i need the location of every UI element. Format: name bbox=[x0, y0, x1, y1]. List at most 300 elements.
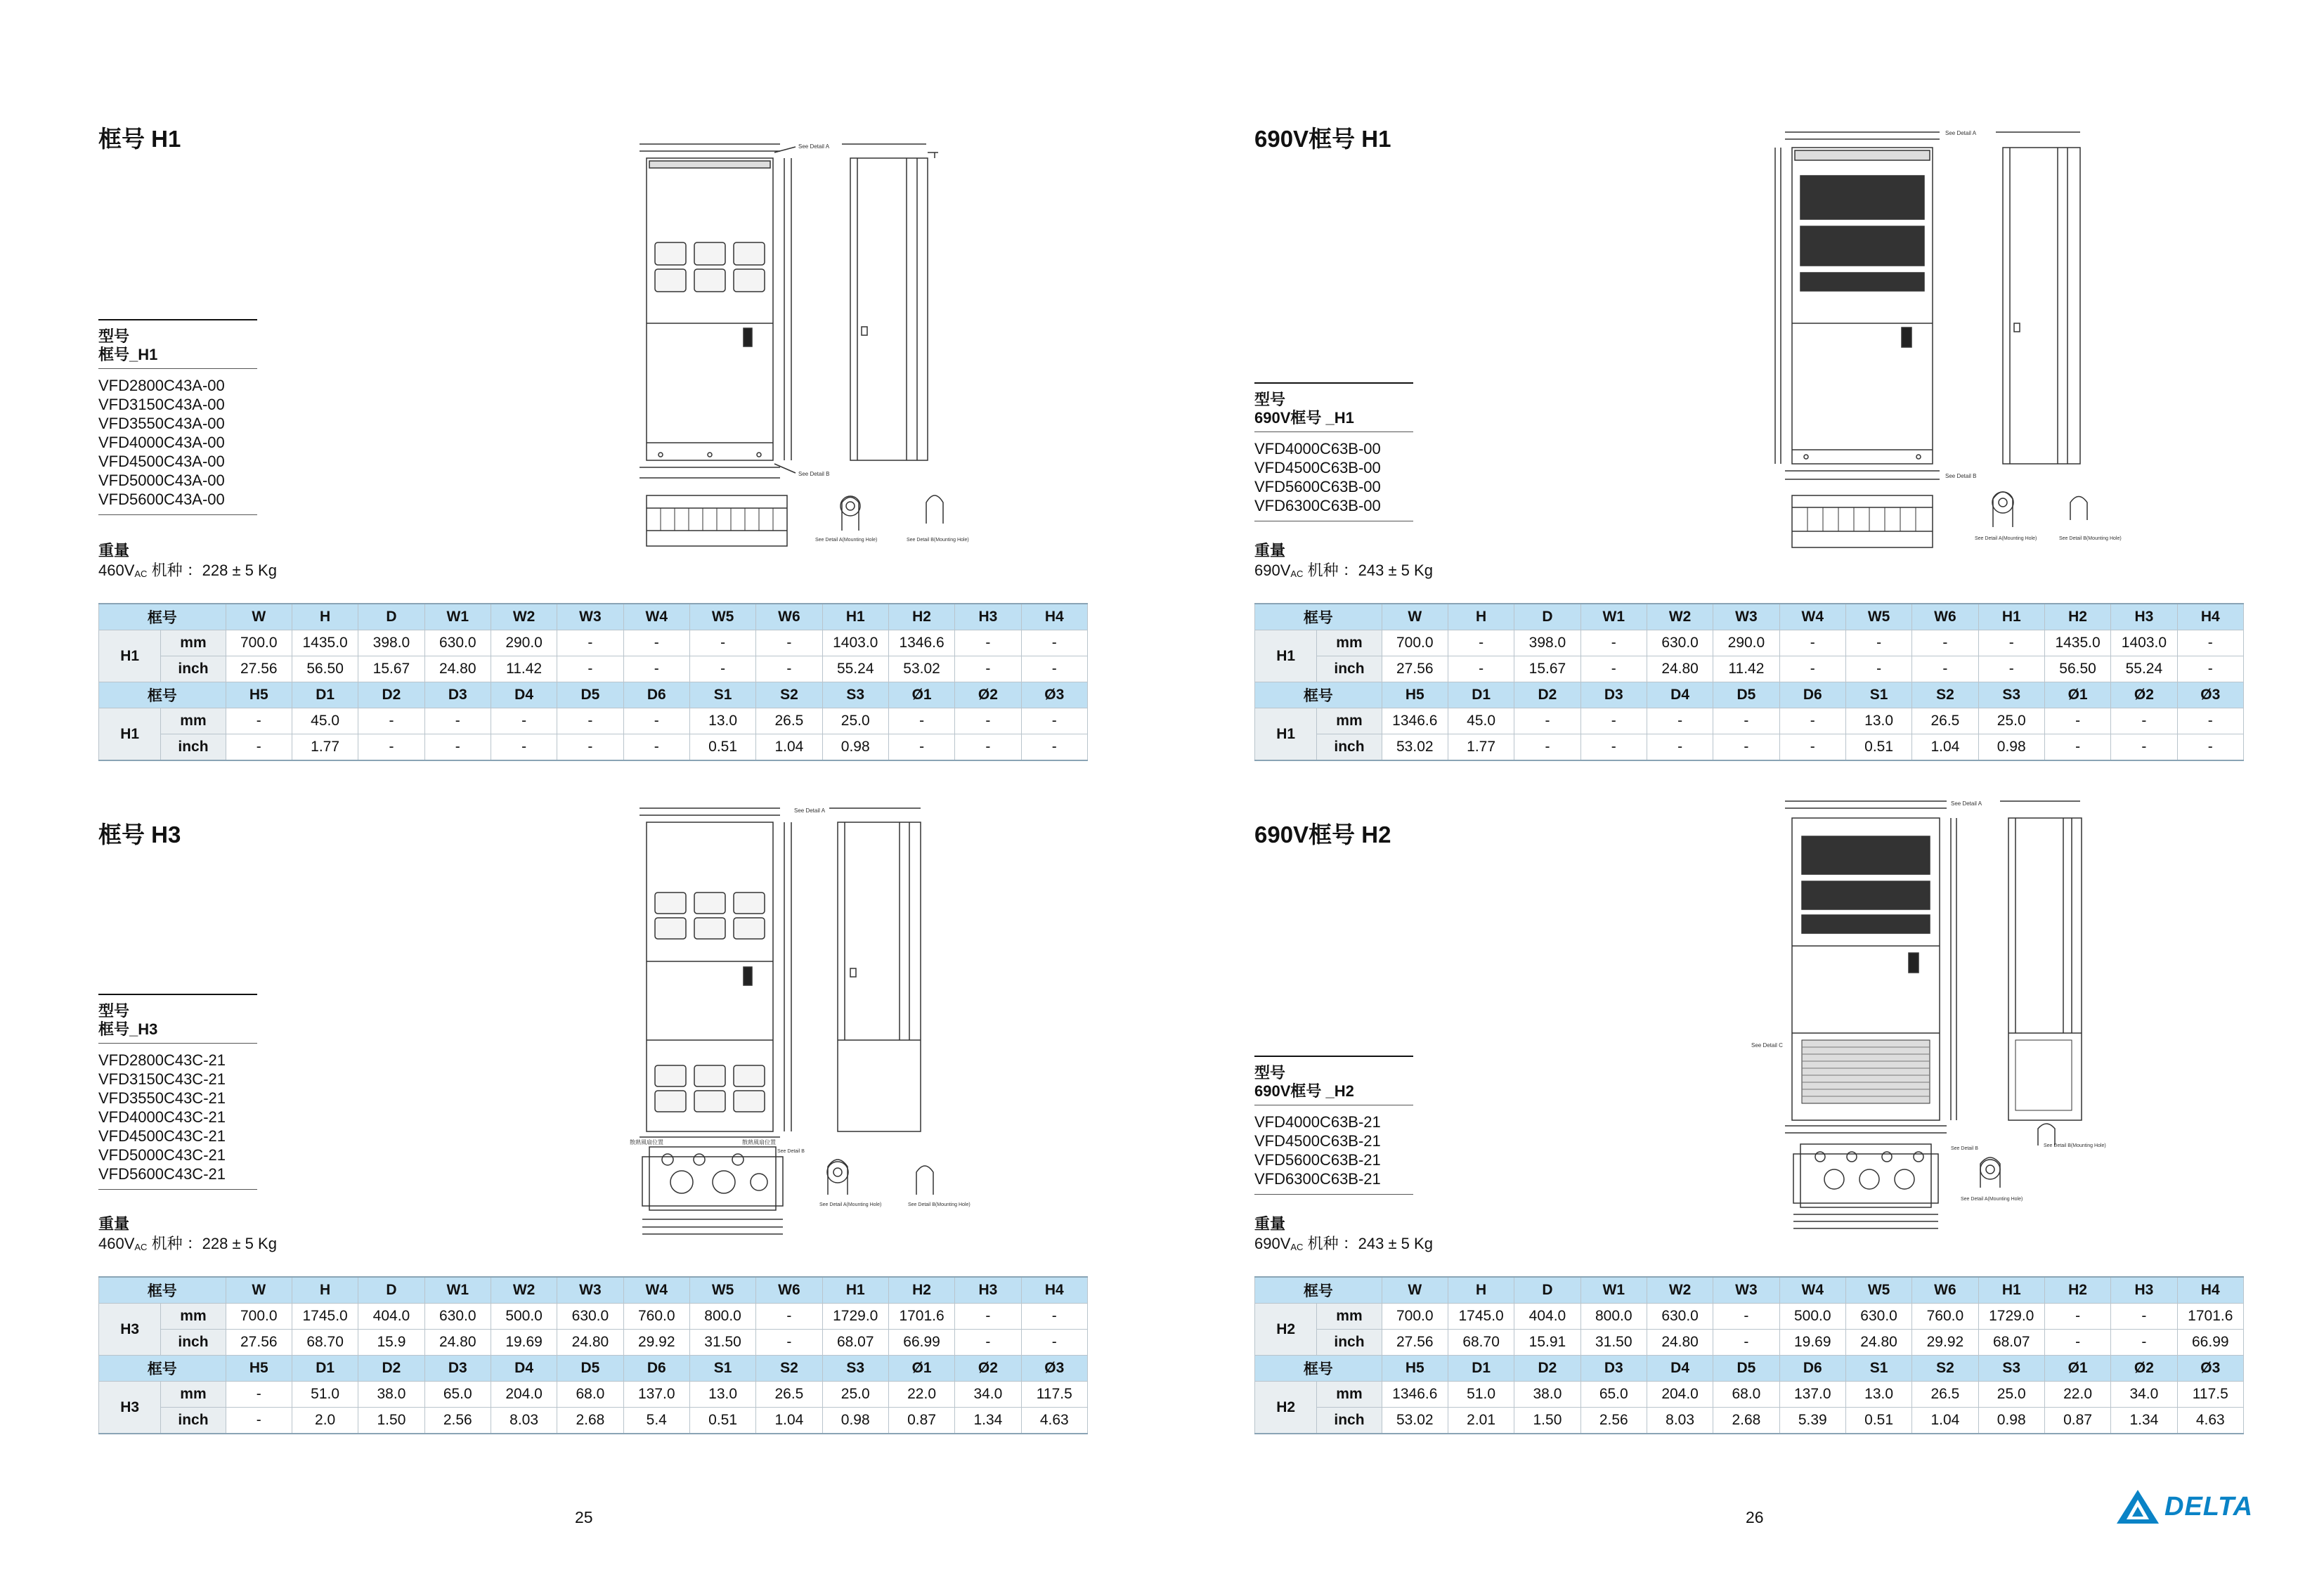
model-label: 型号 bbox=[1254, 1064, 1286, 1082]
header-cell: D5 bbox=[557, 1356, 623, 1382]
header-cell-frame: 框号 bbox=[1255, 1277, 1382, 1304]
value-cell: 0.51 bbox=[689, 1408, 755, 1434]
value-cell: - bbox=[2044, 708, 2110, 734]
model-list bbox=[1254, 1112, 1413, 1188]
value-cell: 0.98 bbox=[1978, 1408, 2044, 1434]
weight-voltage-sub: AC bbox=[1290, 1242, 1304, 1252]
header-row bbox=[1255, 604, 2244, 630]
value-cell: - bbox=[955, 708, 1021, 734]
value-cell: 1.04 bbox=[1912, 734, 1978, 761]
value-cell: 1701.6 bbox=[2177, 1304, 2243, 1330]
value-cell: - bbox=[1978, 630, 2044, 656]
value-cell: 4.63 bbox=[1021, 1408, 1087, 1434]
header-cell: S2 bbox=[756, 1356, 822, 1382]
see-detail-b-mounting-label: See Detail B(Mounting Hole) bbox=[2059, 536, 2122, 541]
section-title-690v-h1: 690V框号 H1 bbox=[1254, 126, 1391, 152]
value-cell: 800.0 bbox=[689, 1304, 755, 1330]
value-cell: 5.39 bbox=[1779, 1408, 1845, 1434]
see-detail-b-label: See Detail B bbox=[777, 1149, 805, 1154]
value-cell: - bbox=[1021, 1304, 1087, 1330]
header-cell: W4 bbox=[623, 1277, 689, 1304]
header-cell-frame: 框号 bbox=[1255, 1356, 1382, 1382]
header-cell: D bbox=[358, 1277, 424, 1304]
see-detail-b-label: See Detail B bbox=[1945, 473, 1977, 479]
table-row bbox=[99, 1408, 1088, 1434]
header-cell: S1 bbox=[689, 682, 755, 708]
value-cell: - bbox=[1779, 656, 1845, 682]
value-cell: - bbox=[888, 734, 954, 761]
value-cell: 13.0 bbox=[689, 708, 755, 734]
unit-cell: mm bbox=[1317, 708, 1382, 734]
header-cell: W6 bbox=[756, 1277, 822, 1304]
value-cell: 2.56 bbox=[1580, 1408, 1647, 1434]
value-cell: 55.24 bbox=[822, 656, 888, 682]
value-cell: 15.67 bbox=[358, 656, 424, 682]
value-cell: 398.0 bbox=[358, 630, 424, 656]
value-cell: 68.0 bbox=[1713, 1382, 1779, 1408]
header-cell: W4 bbox=[1779, 1277, 1845, 1304]
value-cell: 500.0 bbox=[1779, 1304, 1845, 1330]
weight-label: 重量 bbox=[1254, 1215, 1286, 1233]
model-label: 型号 bbox=[1254, 391, 1286, 408]
see-detail-a-mounting-label: See Detail A(Mounting Hole) bbox=[1961, 1197, 2023, 1202]
value-cell: 68.07 bbox=[1978, 1330, 2044, 1356]
value-cell: 8.03 bbox=[491, 1408, 557, 1434]
spec-table-h3 bbox=[98, 1276, 1088, 1434]
value-cell: - bbox=[2111, 1304, 2177, 1330]
header-cell: W1 bbox=[424, 1277, 491, 1304]
value-cell: 25.0 bbox=[822, 1382, 888, 1408]
header-cell: D6 bbox=[1779, 1356, 1845, 1382]
value-cell: 31.50 bbox=[689, 1330, 755, 1356]
value-cell: 1.50 bbox=[358, 1408, 424, 1434]
value-cell: - bbox=[1713, 734, 1779, 761]
see-detail-c-label: See Detail C bbox=[1751, 1042, 1783, 1049]
weight-voltage-sub: AC bbox=[134, 1242, 148, 1252]
value-cell: 26.5 bbox=[1912, 708, 1978, 734]
unit-cell: mm bbox=[161, 630, 226, 656]
model-block-690v-h1 bbox=[1254, 382, 1413, 521]
header-cell: H3 bbox=[2111, 1277, 2177, 1304]
value-cell: 13.0 bbox=[1845, 1382, 1911, 1408]
value-cell: 25.0 bbox=[822, 708, 888, 734]
value-cell: 1.04 bbox=[756, 734, 822, 761]
value-cell: - bbox=[1021, 708, 1087, 734]
table-row bbox=[1255, 708, 2244, 734]
spec-table-690v-h1 bbox=[1254, 603, 2244, 761]
see-detail-b-label: See Detail B bbox=[1951, 1146, 1978, 1151]
header-cell: Ø3 bbox=[1021, 682, 1087, 708]
value-cell: 24.80 bbox=[424, 656, 491, 682]
value-cell: 0.51 bbox=[1845, 734, 1911, 761]
header-cell: Ø1 bbox=[2044, 682, 2110, 708]
value-cell: 56.50 bbox=[2044, 656, 2110, 682]
model-item: VFD2800C43C-21 bbox=[98, 1051, 226, 1069]
value-cell: 290.0 bbox=[491, 630, 557, 656]
weight-value bbox=[1254, 1234, 1433, 1257]
value-cell: 0.98 bbox=[822, 734, 888, 761]
value-cell: - bbox=[955, 656, 1021, 682]
header-cell: W1 bbox=[424, 604, 491, 630]
header-cell: W3 bbox=[557, 1277, 623, 1304]
header-cell: H1 bbox=[822, 604, 888, 630]
model-item: VFD3550C43C-21 bbox=[98, 1089, 226, 1107]
value-cell: 630.0 bbox=[1647, 630, 1713, 656]
value-cell: - bbox=[955, 734, 1021, 761]
header-cell: W bbox=[226, 604, 292, 630]
header-cell: D3 bbox=[424, 1356, 491, 1382]
value-cell: 2.01 bbox=[1448, 1408, 1514, 1434]
header-cell: H4 bbox=[1021, 1277, 1087, 1304]
value-cell: 630.0 bbox=[1647, 1304, 1713, 1330]
header-cell: W5 bbox=[1845, 1277, 1911, 1304]
header-cell: S2 bbox=[1912, 1356, 1978, 1382]
value-cell: - bbox=[1448, 656, 1514, 682]
value-cell: - bbox=[756, 630, 822, 656]
header-cell: W6 bbox=[1912, 604, 1978, 630]
header-row bbox=[99, 604, 1088, 630]
model-item: VFD4000C63B-00 bbox=[1254, 440, 1381, 457]
header-cell: D3 bbox=[1580, 1356, 1647, 1382]
header-cell: H3 bbox=[955, 1277, 1021, 1304]
see-detail-a-mounting-label: See Detail A(Mounting Hole) bbox=[819, 1202, 882, 1207]
header-cell: H bbox=[292, 1277, 358, 1304]
value-cell: - bbox=[955, 1304, 1021, 1330]
header-row bbox=[1255, 1356, 2244, 1382]
value-cell: - bbox=[1580, 656, 1647, 682]
header-cell: H5 bbox=[1382, 1356, 1448, 1382]
weight-value bbox=[98, 561, 277, 584]
value-cell: 700.0 bbox=[1382, 1304, 1448, 1330]
weight-block-690v-h1 bbox=[1254, 541, 1433, 584]
header-cell: Ø2 bbox=[955, 1356, 1021, 1382]
value-cell: 15.67 bbox=[1514, 656, 1580, 682]
model-item: VFD3550C43A-00 bbox=[98, 415, 225, 432]
table-row bbox=[99, 1382, 1088, 1408]
value-cell: 26.5 bbox=[1912, 1382, 1978, 1408]
divider bbox=[1254, 1194, 1413, 1195]
header-cell: H4 bbox=[2177, 604, 2243, 630]
page-number-left: 25 bbox=[575, 1508, 593, 1526]
value-cell: 117.5 bbox=[1021, 1382, 1087, 1408]
see-detail-b-label: See Detail B bbox=[798, 471, 830, 477]
value-cell: - bbox=[1912, 630, 1978, 656]
value-cell: 25.0 bbox=[1978, 1382, 2044, 1408]
value-cell: 24.80 bbox=[424, 1330, 491, 1356]
value-cell: 56.50 bbox=[292, 656, 358, 682]
value-cell: 38.0 bbox=[358, 1382, 424, 1408]
header-cell: W bbox=[1382, 604, 1448, 630]
value-cell: 760.0 bbox=[1912, 1304, 1978, 1330]
value-cell: 204.0 bbox=[491, 1382, 557, 1408]
header-cell: W2 bbox=[491, 604, 557, 630]
unit-cell: mm bbox=[1317, 1304, 1382, 1330]
spec-table-h1 bbox=[98, 603, 1088, 761]
value-cell: - bbox=[2111, 734, 2177, 761]
header-cell: Ø3 bbox=[2177, 1356, 2243, 1382]
value-cell: - bbox=[1448, 630, 1514, 656]
divider bbox=[98, 994, 257, 995]
value-cell: 38.0 bbox=[1514, 1382, 1580, 1408]
frame-cell: H1 bbox=[1255, 630, 1317, 682]
value-cell: 2.56 bbox=[424, 1408, 491, 1434]
value-cell: 1.04 bbox=[1912, 1408, 1978, 1434]
header-cell: D4 bbox=[491, 1356, 557, 1382]
header-cell: W1 bbox=[1580, 604, 1647, 630]
see-detail-a-label: See Detail A bbox=[794, 807, 826, 814]
see-detail-b-mounting-label: See Detail B(Mounting Hole) bbox=[908, 1202, 971, 1207]
header-cell: S3 bbox=[1978, 1356, 2044, 1382]
value-cell: 700.0 bbox=[226, 1304, 292, 1330]
header-cell: H2 bbox=[2044, 1277, 2110, 1304]
header-cell: H3 bbox=[2111, 604, 2177, 630]
header-cell: S2 bbox=[1912, 682, 1978, 708]
value-cell: 1403.0 bbox=[2111, 630, 2177, 656]
value-cell: 22.0 bbox=[2044, 1382, 2110, 1408]
value-cell: 2.68 bbox=[557, 1408, 623, 1434]
header-cell: W5 bbox=[1845, 604, 1911, 630]
header-cell: Ø2 bbox=[2111, 682, 2177, 708]
value-cell: - bbox=[557, 630, 623, 656]
unit-cell: mm bbox=[161, 708, 226, 734]
value-cell: 26.5 bbox=[756, 1382, 822, 1408]
model-list bbox=[98, 1051, 257, 1183]
header-cell: D1 bbox=[1448, 1356, 1514, 1382]
header-cell: H3 bbox=[955, 604, 1021, 630]
value-cell: - bbox=[623, 630, 689, 656]
header-cell: W bbox=[226, 1277, 292, 1304]
header-cell: W4 bbox=[1779, 604, 1845, 630]
header-cell: D2 bbox=[358, 1356, 424, 1382]
value-cell: - bbox=[1514, 734, 1580, 761]
header-cell: H bbox=[1448, 604, 1514, 630]
value-cell: 65.0 bbox=[424, 1382, 491, 1408]
value-cell: 68.70 bbox=[292, 1330, 358, 1356]
header-cell: D6 bbox=[623, 1356, 689, 1382]
value-cell: 1.04 bbox=[756, 1408, 822, 1434]
value-cell: 29.92 bbox=[623, 1330, 689, 1356]
value-cell: - bbox=[1580, 708, 1647, 734]
header-cell: W2 bbox=[491, 1277, 557, 1304]
header-cell: W3 bbox=[1713, 1277, 1779, 1304]
value-cell: 55.24 bbox=[2111, 656, 2177, 682]
value-cell: 700.0 bbox=[1382, 630, 1448, 656]
value-cell: 68.0 bbox=[557, 1382, 623, 1408]
header-cell: S1 bbox=[689, 1356, 755, 1382]
value-cell: 1729.0 bbox=[1978, 1304, 2044, 1330]
table-row bbox=[1255, 1382, 2244, 1408]
weight-text: 机种 ：228 ± 5 Kg bbox=[147, 562, 277, 579]
unit-cell: inch bbox=[161, 1408, 226, 1434]
value-cell: 15.91 bbox=[1514, 1330, 1580, 1356]
model-item: VFD4500C63B-21 bbox=[1254, 1132, 1381, 1150]
value-cell: 26.5 bbox=[756, 708, 822, 734]
header-cell: H bbox=[1448, 1277, 1514, 1304]
value-cell: 2.0 bbox=[292, 1408, 358, 1434]
header-cell: H bbox=[292, 604, 358, 630]
header-cell: H5 bbox=[226, 682, 292, 708]
header-cell: W6 bbox=[756, 604, 822, 630]
value-cell: - bbox=[358, 708, 424, 734]
value-cell: 24.80 bbox=[1647, 1330, 1713, 1356]
header-row bbox=[99, 1277, 1088, 1304]
value-cell: 0.51 bbox=[689, 734, 755, 761]
weight-text: 机种 ：243 ± 5 Kg bbox=[1303, 1235, 1433, 1252]
value-cell: - bbox=[226, 734, 292, 761]
model-label: 型号 bbox=[98, 1002, 130, 1020]
value-cell: 66.99 bbox=[888, 1330, 954, 1356]
value-cell: - bbox=[1779, 734, 1845, 761]
model-item: VFD3150C43A-00 bbox=[98, 396, 225, 413]
value-cell: 24.80 bbox=[1647, 656, 1713, 682]
divider bbox=[1254, 1056, 1413, 1057]
value-cell: - bbox=[2177, 734, 2243, 761]
value-cell: 0.98 bbox=[1978, 734, 2044, 761]
frame-cell: H2 bbox=[1255, 1382, 1317, 1434]
brand-name: DELTA bbox=[2164, 1491, 2254, 1521]
header-cell: H5 bbox=[1382, 682, 1448, 708]
weight-voltage: 460V bbox=[98, 562, 135, 579]
unit-cell: mm bbox=[1317, 1382, 1382, 1408]
header-cell: D5 bbox=[1713, 682, 1779, 708]
value-cell: - bbox=[491, 734, 557, 761]
value-cell: 68.07 bbox=[822, 1330, 888, 1356]
weight-block-690v-h2 bbox=[1254, 1214, 1433, 1257]
value-cell: 1403.0 bbox=[822, 630, 888, 656]
header-cell: H2 bbox=[888, 604, 954, 630]
see-detail-a-mounting-label: See Detail A(Mounting Hole) bbox=[1975, 536, 2037, 541]
fan-note-left: 散熱風扇位置 bbox=[630, 1139, 663, 1146]
model-item: VFD4000C63B-21 bbox=[1254, 1113, 1381, 1131]
value-cell: - bbox=[1779, 708, 1845, 734]
weight-label: 重量 bbox=[98, 542, 130, 559]
header-cell: S1 bbox=[1845, 682, 1911, 708]
header-cell: D4 bbox=[1647, 1356, 1713, 1382]
page-number-right: 26 bbox=[1746, 1508, 1764, 1526]
frame-label: 690V框号 _H2 bbox=[1254, 1082, 1354, 1100]
value-cell: 1435.0 bbox=[2044, 630, 2110, 656]
model-item: VFD5000C43A-00 bbox=[98, 472, 225, 489]
value-cell: - bbox=[2044, 1304, 2110, 1330]
model-item: VFD4500C43C-21 bbox=[98, 1127, 226, 1145]
value-cell: 11.42 bbox=[1713, 656, 1779, 682]
value-cell: 1.34 bbox=[2111, 1408, 2177, 1434]
model-item: VFD4000C43A-00 bbox=[98, 434, 225, 451]
value-cell: 137.0 bbox=[623, 1382, 689, 1408]
section-title-h3: 框号 H3 bbox=[98, 822, 181, 848]
model-label: 型号 bbox=[98, 327, 130, 345]
value-cell: 24.80 bbox=[1845, 1330, 1911, 1356]
value-cell: 630.0 bbox=[557, 1304, 623, 1330]
value-cell: - bbox=[491, 708, 557, 734]
see-detail-a-label: See Detail A bbox=[798, 143, 830, 150]
header-cell: D1 bbox=[1448, 682, 1514, 708]
model-item: VFD4000C43C-21 bbox=[98, 1108, 226, 1126]
value-cell: - bbox=[756, 656, 822, 682]
value-cell: 800.0 bbox=[1580, 1304, 1647, 1330]
value-cell: - bbox=[2111, 1330, 2177, 1356]
value-cell: - bbox=[557, 734, 623, 761]
value-cell: 700.0 bbox=[226, 630, 292, 656]
value-cell: - bbox=[1779, 630, 1845, 656]
value-cell: - bbox=[2044, 734, 2110, 761]
header-row bbox=[1255, 682, 2244, 708]
value-cell: 25.0 bbox=[1978, 708, 2044, 734]
table-row bbox=[1255, 656, 2244, 682]
unit-cell: mm bbox=[161, 1382, 226, 1408]
value-cell: 22.0 bbox=[888, 1382, 954, 1408]
value-cell: 1.77 bbox=[292, 734, 358, 761]
value-cell: 1745.0 bbox=[1448, 1304, 1514, 1330]
value-cell: - bbox=[955, 1330, 1021, 1356]
frame-cell: H3 bbox=[99, 1382, 161, 1434]
table-row bbox=[1255, 1304, 2244, 1330]
value-cell: 290.0 bbox=[1713, 630, 1779, 656]
header-cell: W bbox=[1382, 1277, 1448, 1304]
value-cell: 51.0 bbox=[1448, 1382, 1514, 1408]
value-cell: - bbox=[226, 1382, 292, 1408]
value-cell: 398.0 bbox=[1514, 630, 1580, 656]
see-detail-a-label: See Detail A bbox=[1945, 130, 1977, 136]
header-cell: H1 bbox=[1978, 604, 2044, 630]
value-cell: 24.80 bbox=[557, 1330, 623, 1356]
weight-voltage: 460V bbox=[98, 1235, 135, 1252]
value-cell: 27.56 bbox=[1382, 1330, 1448, 1356]
value-cell: - bbox=[226, 708, 292, 734]
value-cell: - bbox=[1021, 734, 1087, 761]
value-cell: - bbox=[1580, 734, 1647, 761]
header-cell: D4 bbox=[1647, 682, 1713, 708]
header-cell: Ø3 bbox=[2177, 682, 2243, 708]
value-cell: 66.99 bbox=[2177, 1330, 2243, 1356]
weight-voltage: 690V bbox=[1254, 1235, 1291, 1252]
weight-value bbox=[1254, 561, 1433, 584]
value-cell: 630.0 bbox=[424, 1304, 491, 1330]
model-item: VFD4500C63B-00 bbox=[1254, 459, 1381, 476]
header-cell: Ø1 bbox=[888, 682, 954, 708]
value-cell: - bbox=[557, 656, 623, 682]
value-cell: - bbox=[1845, 630, 1911, 656]
header-cell: S3 bbox=[822, 682, 888, 708]
divider bbox=[1254, 431, 1413, 432]
value-cell: 0.98 bbox=[822, 1408, 888, 1434]
value-cell: - bbox=[1647, 734, 1713, 761]
header-cell: S1 bbox=[1845, 1356, 1911, 1382]
frame-label: 框号_H3 bbox=[98, 1020, 158, 1038]
header-cell: D5 bbox=[1713, 1356, 1779, 1382]
weight-value bbox=[98, 1234, 277, 1257]
value-cell: 0.87 bbox=[888, 1408, 954, 1434]
weight-voltage-sub: AC bbox=[1290, 569, 1304, 579]
value-cell: - bbox=[623, 708, 689, 734]
header-cell: W3 bbox=[557, 604, 623, 630]
model-block-h3 bbox=[98, 994, 257, 1190]
value-cell: 1.50 bbox=[1514, 1408, 1580, 1434]
header-cell: S3 bbox=[1978, 682, 2044, 708]
frame-cell: H1 bbox=[1255, 708, 1317, 761]
value-cell: - bbox=[1021, 630, 1087, 656]
header-cell: H1 bbox=[1978, 1277, 2044, 1304]
value-cell: - bbox=[689, 630, 755, 656]
value-cell: 31.50 bbox=[1580, 1330, 1647, 1356]
header-cell: W2 bbox=[1647, 1277, 1713, 1304]
value-cell: 13.0 bbox=[689, 1382, 755, 1408]
model-item: VFD2800C43A-00 bbox=[98, 377, 225, 394]
value-cell: 117.5 bbox=[2177, 1382, 2243, 1408]
value-cell: 27.56 bbox=[226, 656, 292, 682]
header-cell: D bbox=[1514, 604, 1580, 630]
header-cell-frame: 框号 bbox=[99, 682, 226, 708]
